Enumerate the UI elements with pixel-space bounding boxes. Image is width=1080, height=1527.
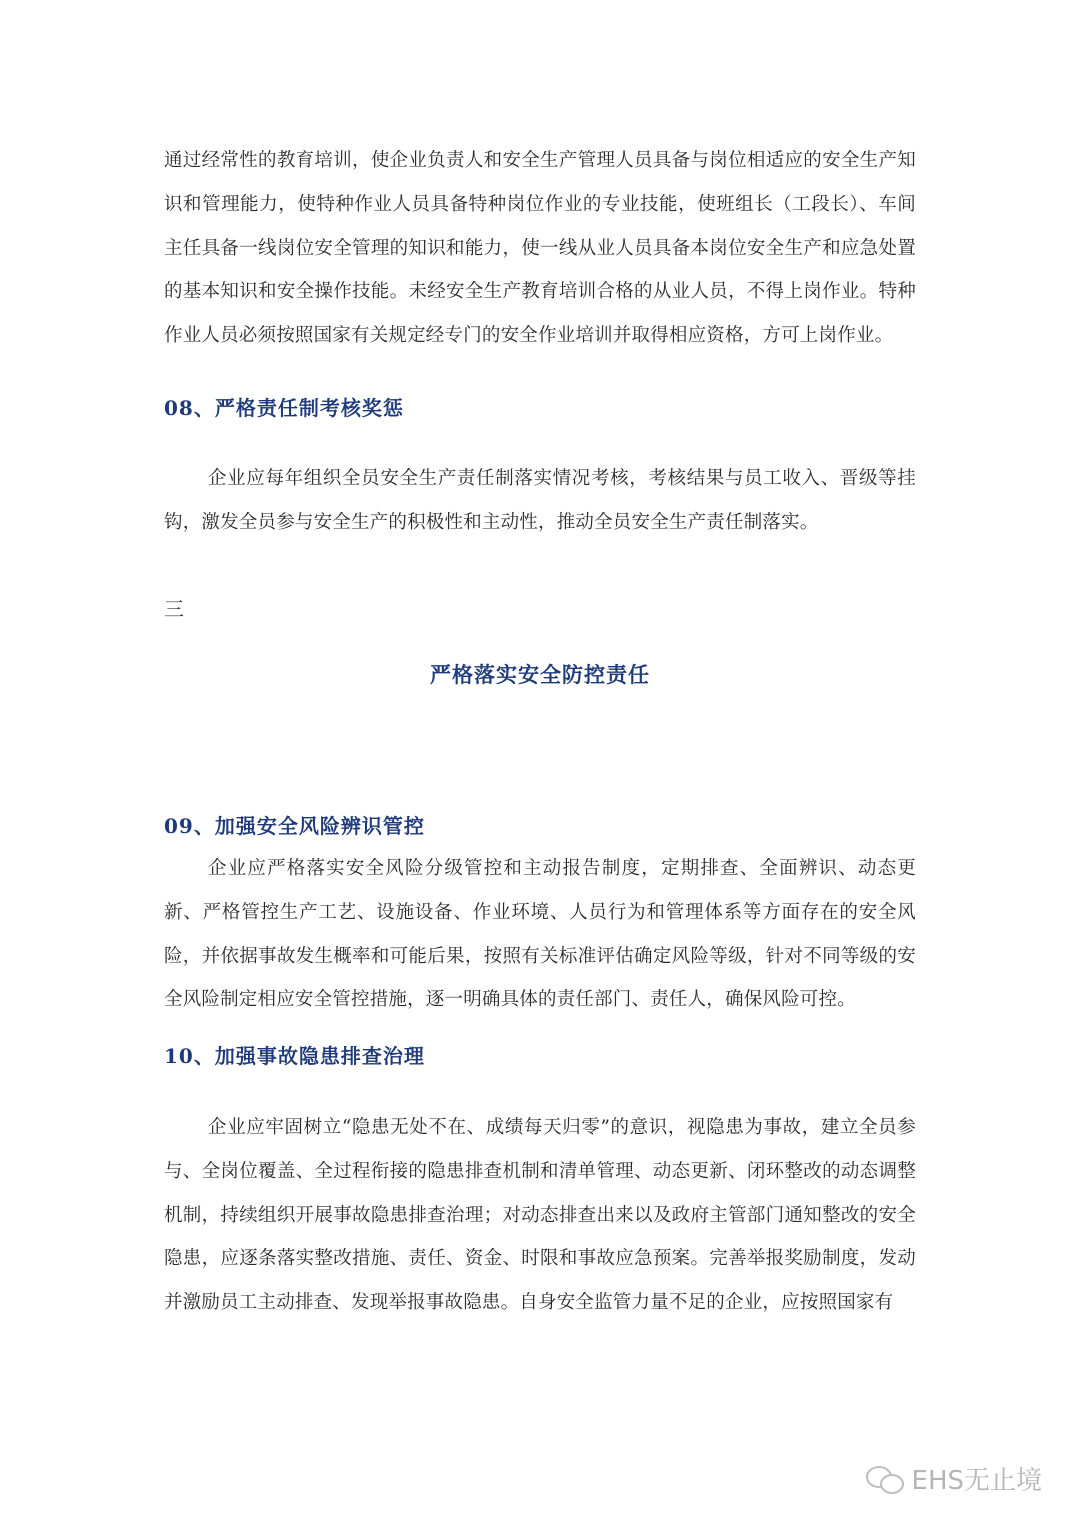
heading-08: 08、严格责任制考核奖惩	[164, 396, 404, 420]
watermark-text: EHS无止境	[911, 1466, 1042, 1496]
heading-09: 09、加强安全风险辨识管控	[164, 814, 425, 838]
paragraph-08: 企业应每年组织全员安全生产责任制落实情况考核，考核结果与员工收入、晋级等挂钩，激发全员参与安全生产的积极性和主动性，推动全员安全生产责任制落实。	[164, 468, 916, 533]
heading-10: 10、加强事故隐患排查治理	[164, 1044, 425, 1068]
paragraph-training: 通过经常性的教育培训，使企业负责人和安全生产管理人员具备与岗位相适应的安全生产知识和管理能力，使特种作业人员具备特种岗位作业的专业技能，使班组长（工段长）、车间主任具备一线岗位安全管理的知识和能力，使一线从业人员具备本岗位安全生产和应急处置的基本知识和安全操作技能。未经安全生产教育培训合格的从业人员，不得上岗作业。特种作业人员必须按照国家有关规定经专门的安全作业培训并取得相应资格，方可上岗作业。	[164, 150, 916, 347]
wechat-icon	[866, 1464, 906, 1494]
watermark	[866, 1460, 1042, 1497]
paragraph-09: 企业应严格落实安全风险分级管控和主动报告制度，定期排查、全面辨识、动态更新、严格管控生产工艺、设施设备、作业环境、人员行为和管理体系等方面存在的安全风险，并依据事故发生概率和可能后果，按照有关标准评估确定风险等级，针对不同等级的安全风险制定相应安全管控措施，逐一明确具体的责任部门、责任人，确保风险可控。	[164, 858, 916, 1011]
section-number: 三	[164, 597, 184, 621]
paragraph-10: 企业应牢固树立“隐患无处不在、成绩每天归零”的意识，视隐患为事故，建立全员参与、全岗位覆盖、全过程衔接的隐患排查机制和清单管理、动态更新、闭环整改的动态调整机制，持续组织开展事故隐患排查治理；对动态排查出来以及政府主管部门通知整改的安全隐患，应逐条落实整改措施、责任、资金、时限和事故应急预案。完善举报奖励制度，发动并激励员工主动排查、发现举报事故隐患。自身安全监管力量不足的企业，应按照国家有	[164, 1117, 916, 1314]
section-title: 严格落实安全防控责任	[430, 662, 650, 687]
